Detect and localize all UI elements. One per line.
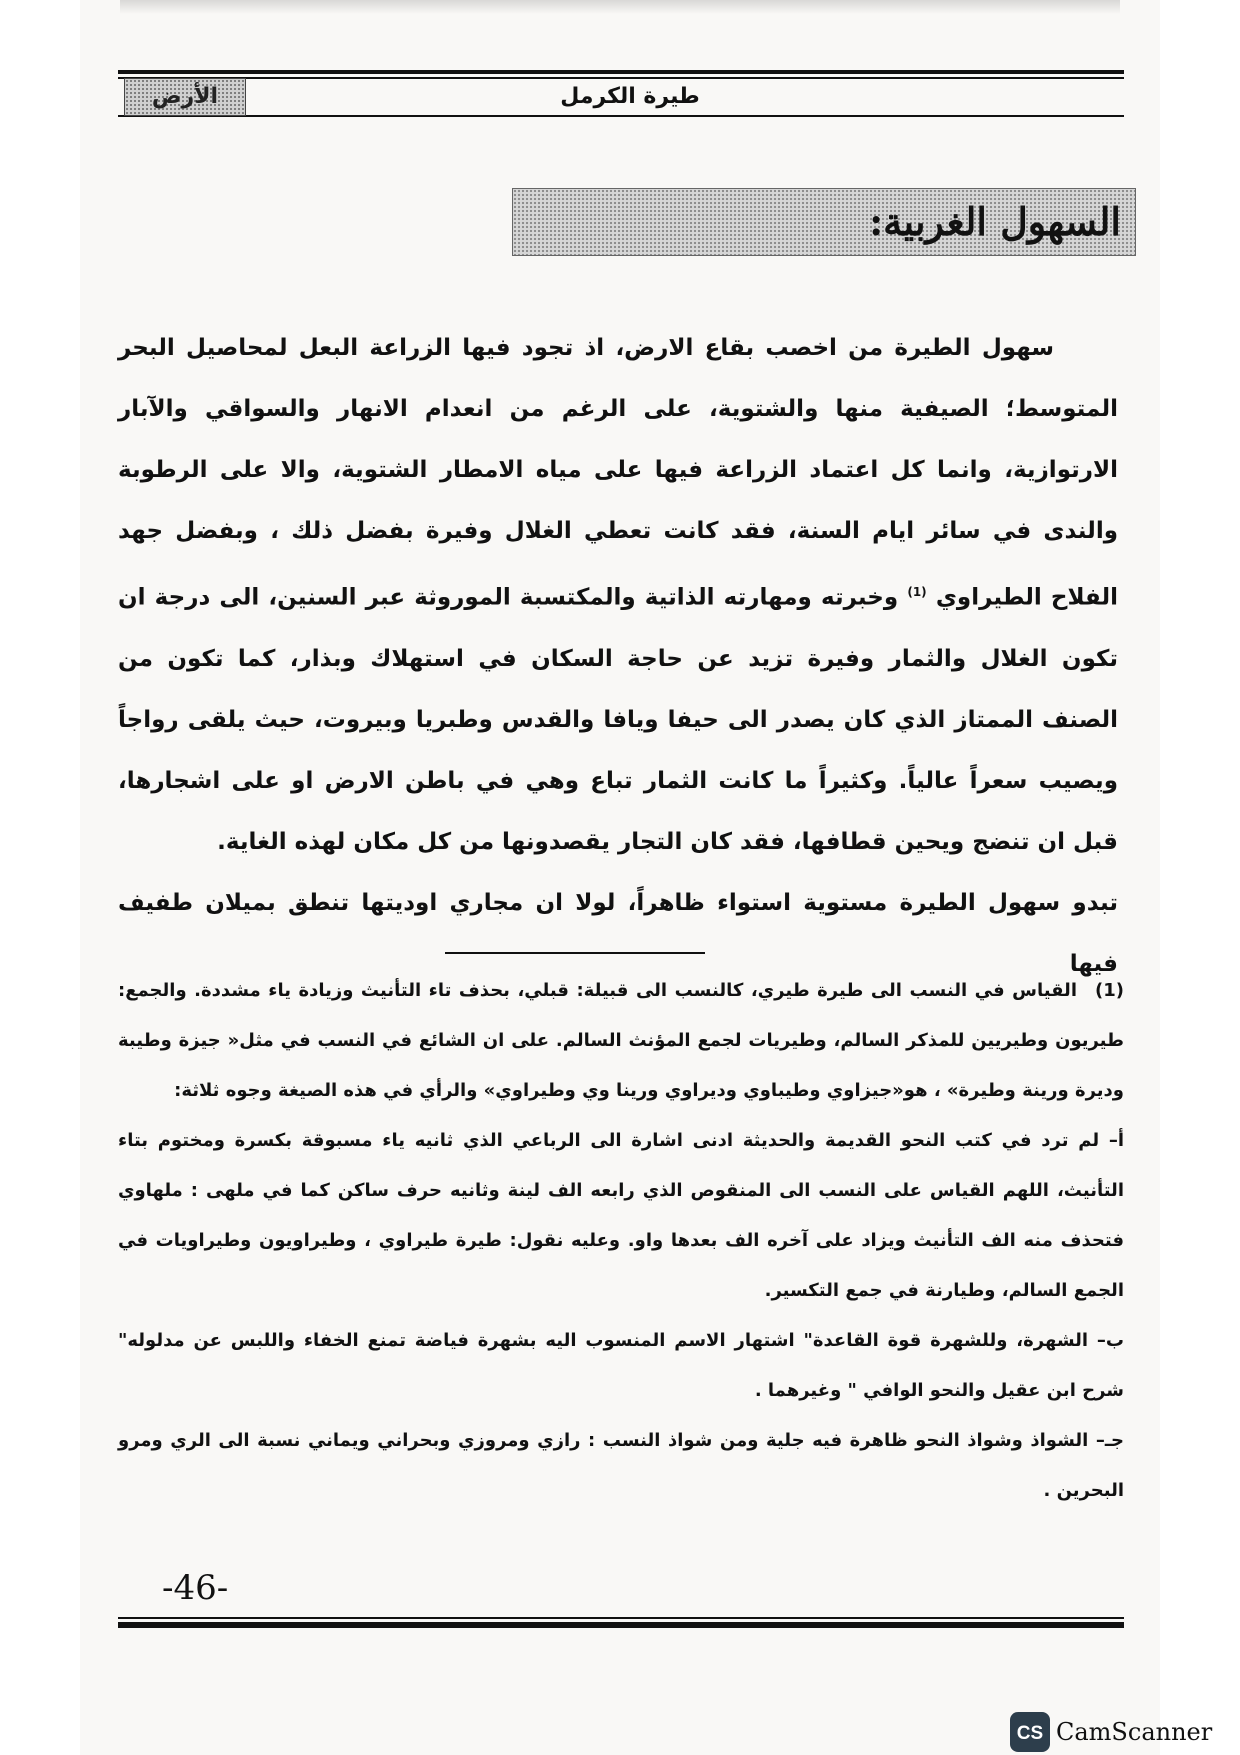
footer-rule <box>118 1614 1124 1628</box>
running-book-title: طيرة الكرمل <box>520 80 740 114</box>
camscanner-logo-text: CS <box>1016 1723 1044 1744</box>
page-number: -46- <box>162 1568 229 1608</box>
camscanner-logo-icon <box>1010 1712 1050 1752</box>
footnote-1 <box>118 966 1124 1116</box>
paragraph-1-continuation: وخبرته ومهارته الذاتية والمكتسبة الموروثة عبر السنين، الى درجة ان تكون الغلال والثمار وفيرة تزيد عن حاجة السكان في استهلاك وبذار، كما تكون من الصنف الممتاز الذي كان يصدر الى حيفا ويافا والقدس وطبريا وبيروت، حيث يلقى رواجاً ويصيب سعراً عالياً. وكثيراً ما كانت الثمار تباع وهي في باطن الارض او على اشجارها، قبل ان تنضج ويحين قطافها، فقد كان التجار يقصدونها من كل مكان لهذه الغاية. <box>118 584 1118 855</box>
footnote-intro: القياس في النسب الى طيرة طيري، كالنسب الى قبيلة: قبلي، بحذف تاء التأنيث وزيادة ياء مشددة. والجمع: طيريون وطيريين للمذكر السالم، وطيريات لجمع المؤنث السالم. على ان الشائع في النسب في مثل« جيزة وطيبة وديرة ورينة وطيرة» ، هو«جيزاوي وطيباوي وديراوي ورينا وي وطيراوي» والرأي في هذه الصيغة وجوه ثلاثة: <box>118 980 1124 1101</box>
footnote-item-c: جـ– الشواذ وشواذ النحو ظاهرة فيه جلية ومن شواذ النسب : رازي ومروزي وبحراني ويماني نسبة الى الري ومرو البحرين . <box>118 1430 1124 1501</box>
footnote-item-a: أ– لم ترد في كتب النحو القديمة والحديثة ادنى اشارة الى الرباعي الذي ثانيه ياء مسبوقة بكسرة ومختوم بتاء التأنيث، اللهم القياس على النسب الى المنقوص الذي رابعه الف لينة وثانيه حرف ساكن كما في ملهى : ملهاوي فتحذف منه الف التأنيث ويزاد على آخره الف بعدها واو. وعليه نقول: طيرة طيراوي ، وطيراويون وطيراويات في الجمع السالم، وطيارنة في جمع التكسير. <box>118 1130 1124 1301</box>
footnote-number: (1) <box>1095 980 1124 1001</box>
section-heading-text: السهول الغربية: <box>869 199 1121 244</box>
running-section-tag: الأرض <box>124 78 246 116</box>
footnotes <box>118 966 1124 1516</box>
paragraph-1-text: سهول الطيرة من اخصب بقاع الارض، اذ تجود فيها الزراعة البعل لمحاصيل البحر المتوسط؛ الصيفية منها والشتوية، على الرغم من انعدام الانهار والسواقي والآبار الارتوازية، وانما كل اعتماد الزراعة فيها على مياه الامطار الشتوية، والا على الرطوبة والندى في سائر ايام السنة، فقد كانت تعطي الغلال وفيرة بفضل ذلك ، وبفضل جهد الفلاح الطيراوي <box>118 335 1118 611</box>
camscanner-watermark <box>1010 1712 1235 1752</box>
section-heading <box>512 188 1136 256</box>
footnote-item-b: ب– الشهرة، وللشهرة قوة القاعدة" اشتهار الاسم المنسوب اليه بشهرة فياضة تمنع الخفاء واللبس عن مدلوله" شرح ابن عقيل والنحو الوافي " وغيرهما . <box>118 1330 1124 1401</box>
body-paragraph-1 <box>118 318 1118 873</box>
header-rule-top <box>118 70 1124 79</box>
footnote-separator <box>445 952 705 954</box>
footnote-reference: (1) <box>907 585 927 599</box>
camscanner-app-name: CamScanner <box>1056 1718 1213 1746</box>
body-text <box>118 318 1118 995</box>
body-paragraph-2: تبدو سهول الطيرة مستوية استواء ظاهراً، لولا ان مجاري اوديتها تنطق بميلان طفيف فيها <box>118 889 1118 977</box>
scan-edge-shadow <box>120 0 1120 14</box>
